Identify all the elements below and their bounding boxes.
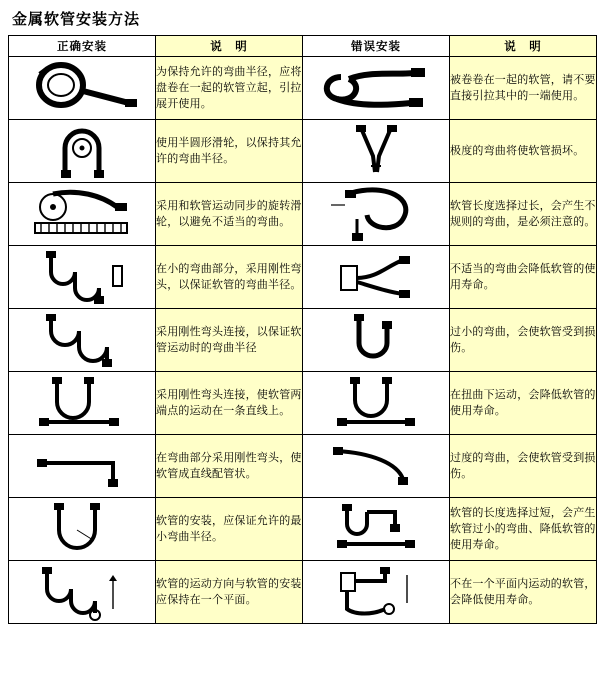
twisted-u-bend-icon [303,372,450,435]
desc-wrong: 软管的长度选择过短，会产生软管过小的弯曲、降低软管的使用寿命。 [450,498,597,561]
header-correct-desc: 说 明 [156,36,303,57]
table-row [9,57,597,120]
desc-correct: 在小的弯曲部分，采用刚性弯头，以保证软管的弯曲半径。 [156,246,303,309]
tight-bend-icon [303,309,450,372]
installation-guide-table [8,35,597,624]
sharp-bend-icon [303,120,450,183]
desc-wrong: 在扭曲下运动，会降低软管的使用寿命。 [450,372,597,435]
table-row [9,309,597,372]
desc-correct: 在弯曲部分采用刚性弯头，使软管成直线配管状。 [156,435,303,498]
same-plane-motion-icon [9,561,156,624]
desc-correct: 软管的运动方向与软管的安装应保持在一个平面。 [156,561,303,624]
semicircle-pulley-icon [9,120,156,183]
desc-wrong: 过小的弯曲，会使软管受到损伤。 [450,309,597,372]
desc-wrong: 过度的弯曲，会使软管受到损伤。 [450,435,597,498]
header-correct-install: 正确安装 [9,36,156,57]
over-bent-pipe-icon [303,435,450,498]
excess-length-hose-icon [303,498,450,561]
table-row [9,372,597,435]
table-row [9,246,597,309]
desc-correct: 为保持允许的弯曲半径，应将盘卷在一起的软管立起，引拉展开使用。 [156,57,303,120]
table-row [9,561,597,624]
improper-bend-icon [303,246,450,309]
header-wrong-desc: 说 明 [450,36,597,57]
long-loose-hose-icon [303,183,450,246]
table-row [9,435,597,498]
header-wrong-install: 错误安装 [303,36,450,57]
desc-correct: 采用和软管运动同步的旋转滑轮，以避免不适当的弯曲。 [156,183,303,246]
rigid-elbow-connection-icon [9,309,156,372]
desc-correct: 软管的安装，应保证允许的最小弯曲半径。 [156,498,303,561]
coiled-hose-roll-icon [9,57,156,120]
desc-wrong: 不在一个平面内运动的软管，会降低使用寿命。 [450,561,597,624]
out-of-plane-motion-icon [303,561,450,624]
desc-correct: 采用刚性弯头连接，以保证软管运动时的弯曲半径 [156,309,303,372]
page-title: 金属软管安装方法 [12,10,141,28]
desc-wrong: 软管长度选择过长，会产生不规则的弯曲，是必须注意的。 [450,183,597,246]
u-bend-straight-line-icon [9,372,156,435]
min-bend-radius-icon [9,498,156,561]
coiled-hose-pulled-icon [303,57,450,120]
straight-pipe-elbow-icon [9,435,156,498]
desc-correct: 使用半圆形滑轮，以保持其允许的弯曲半径。 [156,120,303,183]
desc-correct: 采用刚性弯头连接，使软管两端点的运动在一条直线上。 [156,372,303,435]
table-row [9,498,597,561]
table-header-row [9,36,597,57]
rotating-pulley-chain-icon [9,183,156,246]
rigid-elbow-bend-icon [9,246,156,309]
table-row [9,183,597,246]
table-body [9,57,597,624]
table-row [9,120,597,183]
desc-wrong: 极度的弯曲将使软管损坏。 [450,120,597,183]
desc-wrong: 被卷卷在一起的软管，请不要直接引拉其中的一端使用。 [450,57,597,120]
table-head [9,36,597,57]
desc-wrong: 不适当的弯曲会降低软管的使用寿命。 [450,246,597,309]
